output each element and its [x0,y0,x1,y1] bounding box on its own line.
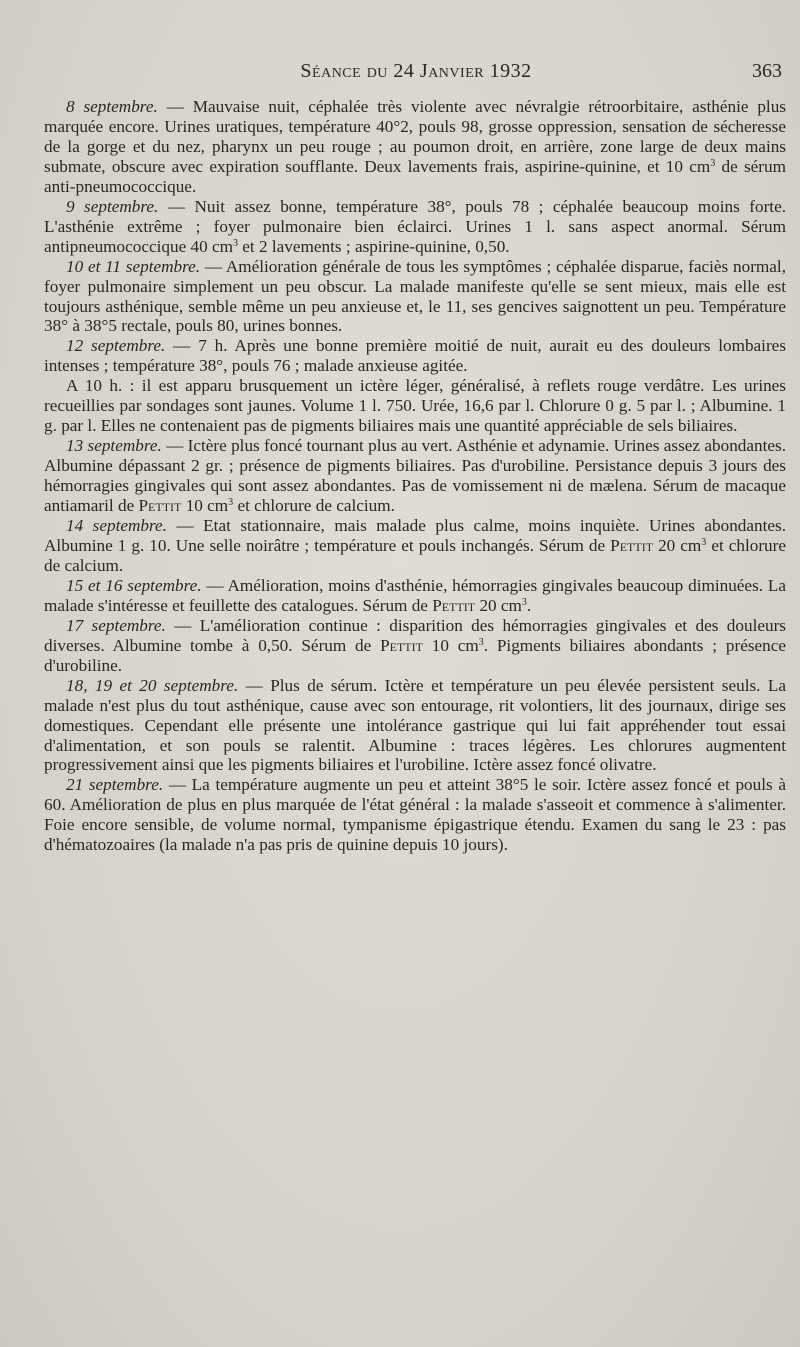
entry-text: A 10 h. : il est apparu brusquement un ictère léger, généralisé, à reflets rouge verdâtre. Les urines recueillies par sondages sont jaunes. Volume 1 l. 750. Urée, 16,6 par l. Chlorure 0 g. 5 par l. ; Albumine. 1 g. par l. Elles ne contenaient pas de pigments biliaires mais une quantité appréciable de sels biliaires. [44,376,786,436]
superscript: 3 [478,636,484,648]
page-number: 363 [752,60,782,82]
entry-text: — Mauvaise nuit, céphalée très violente avec névralgie rétroorbitaire, asthénie plus marquée encore. Urines uratiques, température 40°2, pouls 98, grosse oppression, sensation de sécheresse de la gorge et du nez, pharynx un peu rouge ; au poumon droit, en arrière, zone large de deux mains submate, obscure avec expiration soufflante. Deux lavements frais, aspirine-quinine, et 10 cm [44,97,786,176]
paragraph-10-11-septembre [44,257,786,337]
entry-text: . [526,595,532,615]
superscript: 3 [710,157,716,169]
entry-text: . Pigments biliaires abondants ; présence d'urobiline. [44,635,786,675]
author-name: Pettit [432,595,476,615]
entry-text: — Ictère plus foncé tournant plus au vert. Asthénie et adynamie. Urines assez abondantes. Albumine dépassant 2 gr. ; présence de pigments biliaires. Pas d'urobiline. Persistance depuis 3 jours des hémorragies gingivales qui sont assez abondantes. Pas de vomissement ni de mælena. Sérum de macaque antiamaril de [44,436,786,516]
entry-text: de sérum anti-pneumococcique. [44,156,786,196]
entry-text: et 2 lavements ; aspirine-quinine, 0,50. [238,236,510,256]
entry-text: 10 cm [181,496,229,516]
superscript: 3 [521,596,527,608]
entry-date: 13 septembre. [66,436,162,456]
body-text [44,97,786,855]
entry-date: 17 septembre. [66,615,166,635]
superscript: 3 [701,536,707,548]
paragraph-14-septembre [44,516,786,576]
entry-date: 18, 19 et 20 septembre. [66,675,239,695]
entry-text: 10 cm [422,635,479,655]
author-name: Pettit [138,496,182,516]
entry-text: — 7 h. Après une bonne première moitié de nuit, aurait eu des douleurs lombaires intenses ; température 38°, pouls 76 ; malade anxieuse agitée. [44,336,787,376]
paragraph-17-septembre [44,616,786,676]
entry-text: et chlorure de calcium. [233,496,395,516]
page-header [40,60,792,90]
paragraph-12-septembre-10h [44,376,786,436]
superscript: 3 [233,237,238,249]
entry-text: — Etat stationnaire, mais malade plus calme, moins inquiète. Urines abondantes. Albumine 1 g. 10. Une selle noirâtre ; température et pouls inchangés. Sérum de [44,516,786,555]
entry-text: — Amélioration, moins d'asthénie, hémorragies gingivales beaucoup diminuées. La malade s'intéresse et feuillette des catalogues. Sérum de [44,575,786,615]
paragraph-9-septembre [44,197,786,257]
entry-text: — La température augmente un peu et atteint 38°5 le soir. Ictère assez foncé et pouls à 60. Amélioration de plus en plus marquée de l'état général : la malade s'asseoit et commence à s'alimenter. Foie encore sensible, de volume normal, tympanisme épigastrique étendu. Examen du sang le 23 : pas d'hématozoaires (la malade n'a pas pris de quinine depuis 10 jours). [44,775,787,855]
paragraph-21-septembre [44,775,786,855]
entry-date: 15 et 16 septembre. [66,575,202,595]
entry-text: — Nuit assez bonne, température 38°, pouls 78 ; céphalée beaucoup moins forte. L'asthénie extrême ; foyer pulmonaire bien éclairci. Urines 1 l. sans aspect anormal. Sérum antipneumococcique 40 cm [44,196,787,256]
paragraph-12-septembre [44,336,786,376]
entry-date: 14 septembre. [66,516,167,536]
entry-date: 21 septembre. [66,775,164,795]
paragraph-18-19-20-septembre [44,676,786,776]
entry-date: 12 septembre. [66,336,166,356]
entry-text: — Plus de sérum. Ictère et température un peu élevée persistent seuls. La malade n'est plus du tout asthénique, cause avec son entourage, rit volontiers, lit des journaux, dirige ses domestiques. Cependant elle présente une intolérance gastrique qui lui fait appréhender tout essai d'alimentation, et son pouls se ralentit. Albumine : traces légères. Les chlorures augmentent progressivement ainsi que les pigments biliaires et l'urobiline. Ictère assez foncé olivatre. [44,675,786,775]
author-name: Pettit [610,535,654,555]
entry-text: et chlorure de calcium. [44,535,786,575]
entry-text: 20 cm [475,595,522,615]
entry-text: 20 cm [653,535,702,555]
author-name: Pettit [380,635,423,655]
paragraph-8-septembre [44,97,786,197]
entry-text: — Amélioration générale de tous les symptômes ; céphalée disparue, faciès normal, foyer pulmonaire simplement un peu obscur. La malade manifeste qu'elle se sent mieux, mais elle est toujours asthénique, semble même un peu anxieuse et, le 11, ses gencives saignottent un peu. Température 38° à 38°5 rectale, pouls 80, urines bonnes. [44,256,786,336]
superscript: 3 [228,497,234,509]
entry-text: — L'amélioration continue : disparition des hémorragies gingivales et des douleurs diverses. Albumine tombe à 0,50. Sérum de [44,615,786,655]
entry-date: 10 et 11 septembre. [66,256,201,276]
paragraph-13-septembre [44,436,786,516]
entry-date: 9 septembre. [66,196,159,216]
running-head: Séance du 24 Janvier 1932 [300,60,532,82]
entry-date: 8 septembre. [66,97,158,116]
paragraph-15-16-septembre [44,576,786,616]
